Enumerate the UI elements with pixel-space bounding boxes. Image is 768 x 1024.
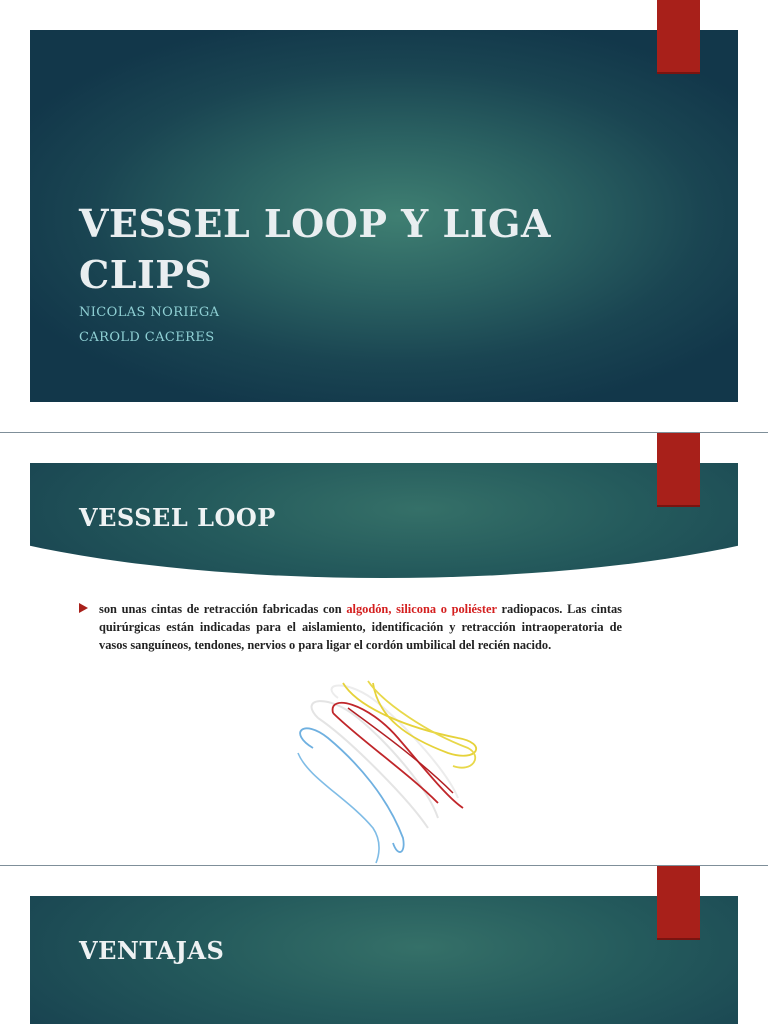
bullet-text: son unas cintas de retracción fabricadas con algodón, silicona o poliéster radiopacos. Las cintas quirúrgicas están indicadas para el aislamiento, identificación y retracción intraoperatoria de vasos sanguíneos, tendones, nervios o para ligar el cordón umbilical del recién nacido. <box>99 602 623 652</box>
slide-ventajas <box>0 866 768 1024</box>
slide-title <box>0 0 768 432</box>
slide-vessel-loop <box>0 433 768 865</box>
author-1: NICOLAS NORIEGA <box>79 305 220 320</box>
section-title: VESSEL LOOP <box>79 503 276 532</box>
highlighted-materials: algodón, silicona o poliéster <box>346 602 497 616</box>
red-accent-tab <box>657 0 700 74</box>
red-accent-tab <box>657 433 700 507</box>
vessel-loops-image <box>288 678 488 865</box>
red-accent-tab <box>657 866 700 940</box>
author-2: CAROLD CACERES <box>79 330 215 345</box>
bullet-arrow-icon <box>79 603 88 613</box>
section-title: VENTAJAS <box>79 936 225 965</box>
presentation-title: VESSEL LOOP Y LIGA CLIPS <box>79 201 551 297</box>
